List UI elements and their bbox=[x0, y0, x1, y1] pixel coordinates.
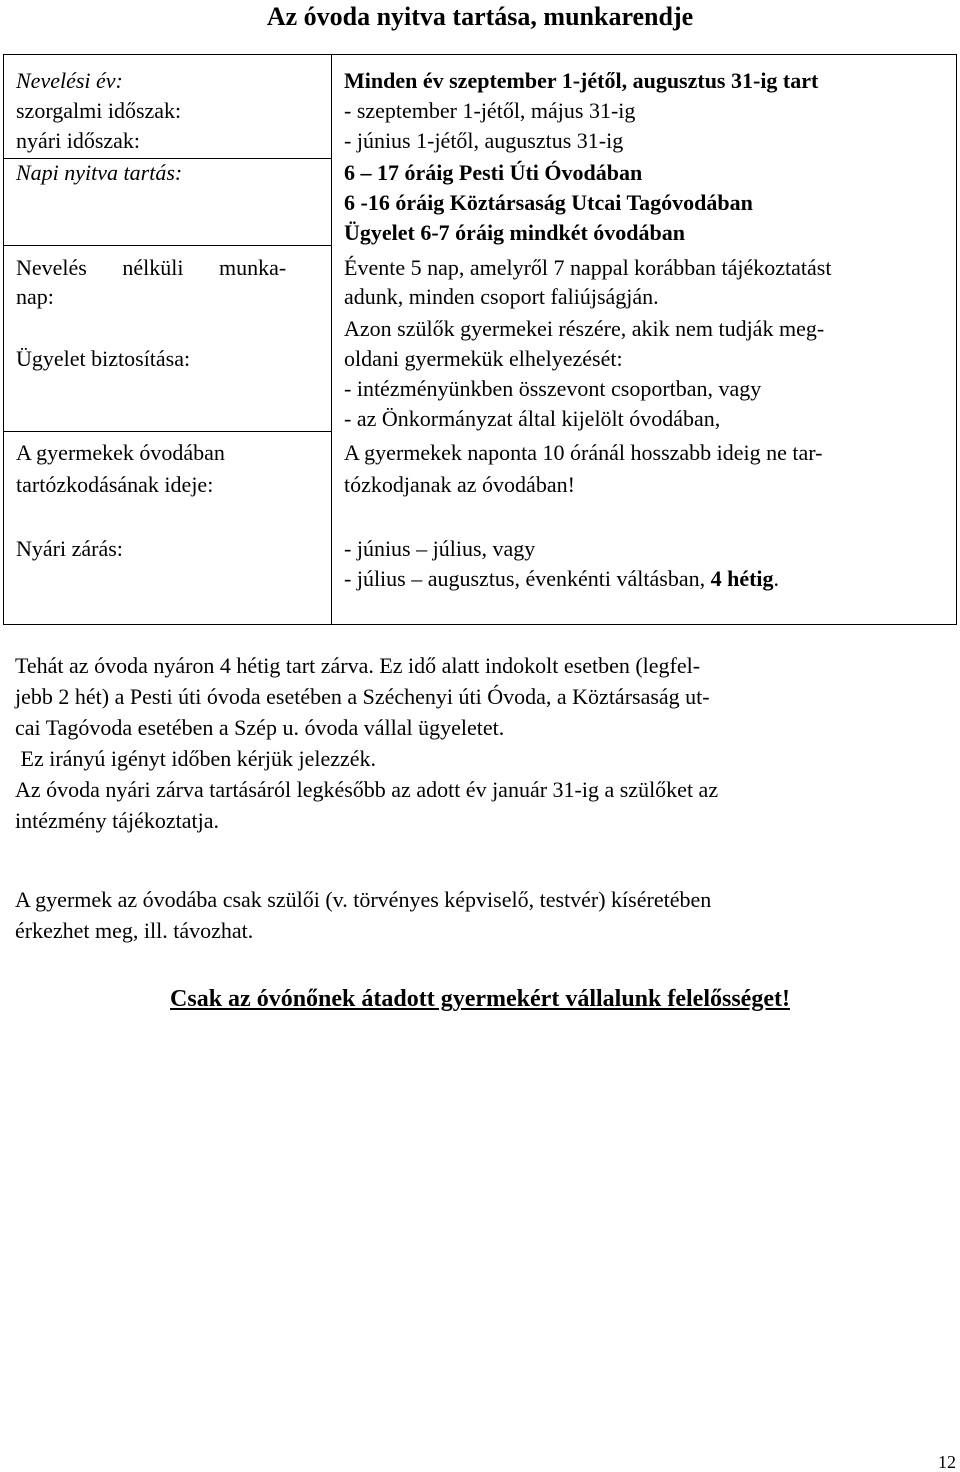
page-title: Az óvoda nyitva tartása, munkarendje bbox=[266, 2, 694, 31]
label-tartozkodas-ideje: tartózkodásának ideje: bbox=[16, 472, 214, 497]
nyari-zaras-text: - július – augusztus, évenkénti váltásban, bbox=[344, 566, 711, 591]
label-nyari-zaras: Nyári zárás: bbox=[16, 536, 123, 561]
paragraph-line: Ez irányú igényt időben kérjük jelezzék. bbox=[15, 746, 377, 771]
label-szorgalmi-idoszak: szorgalmi időszak: bbox=[16, 98, 182, 123]
label-nevelesi-ev: Nevelési év: bbox=[16, 68, 123, 93]
paragraph-line: érkezhet meg, ill. távozhat. bbox=[15, 918, 254, 943]
value-nyitva-pesti-uti: 6 – 17 óráig Pesti Úti Óvodában bbox=[344, 160, 643, 185]
label-nyari-idoszak: nyári időszak: bbox=[16, 128, 141, 153]
value-neveles-nelkuli-munkanap: Évente 5 nap, amelyről 7 nappal korábban tájékoztatást bbox=[344, 255, 832, 280]
value-nyari-zaras-1: - június – július, vagy bbox=[344, 536, 536, 561]
label-ugyelet-biztositasa: Ügyelet biztosítása: bbox=[16, 346, 191, 371]
responsibility-notice: Csak az óvónőnek átadott gyermekért vállalunk felelősséget! bbox=[170, 986, 790, 1012]
paragraph-line: Az óvoda nyári zárva tartásáról legkésőbb az adott év január 31-ig a szülőket az bbox=[15, 777, 719, 802]
summer-closing-paragraph bbox=[15, 650, 945, 836]
paragraph-line: jebb 2 hét) a Pesti úti óvoda esetében a Széchenyi úti Óvoda, a Köztársaság ut- bbox=[15, 684, 710, 709]
value-ugyelet-4: - az Önkormányzat által kijelölt óvodában, bbox=[344, 406, 721, 431]
row-divider bbox=[4, 431, 331, 432]
value-neveles-nelkuli-munkanap-cont: adunk, minden csoport faliújságján. bbox=[344, 284, 659, 309]
table-label-column bbox=[4, 55, 332, 624]
escort-paragraph bbox=[15, 884, 945, 946]
value-nyari-idoszak: - június 1-jétől, augusztus 31-ig bbox=[344, 128, 624, 153]
label-napi-nyitva-tartas: Napi nyitva tartás: bbox=[16, 160, 183, 185]
value-ugyelet-1: Azon szülők gyermekei részére, akik nem tudják meg- bbox=[344, 316, 825, 341]
row-divider bbox=[4, 245, 331, 246]
nyari-zaras-period: . bbox=[773, 566, 780, 591]
nyari-zaras-weeks: 4 hétig bbox=[710, 566, 774, 591]
value-ugyelet-3: - intézményünkben összevont csoportban, vagy bbox=[344, 376, 762, 401]
paragraph-line: cai Tagóvoda esetében a Szép u. óvoda vállal ügyeletet. bbox=[15, 715, 505, 740]
label-neveles-nelkuli-munkanap-cont: nap: bbox=[16, 284, 54, 309]
schedule-table bbox=[3, 54, 957, 625]
value-szorgalmi-idoszak: - szeptember 1-jétől, május 31-ig bbox=[344, 98, 636, 123]
page-number: 12 bbox=[938, 1452, 956, 1472]
value-nyitva-koztarsasag: 6 -16 óráig Köztársaság Utcai Tagóvodában bbox=[344, 190, 753, 215]
paragraph-line: intézmény tájékoztatja. bbox=[15, 808, 220, 833]
value-tartozkodas-2: tózkodjanak az óvodában! bbox=[344, 472, 575, 497]
value-tartozkodas-1: A gyermekek naponta 10 óránál hosszabb ideig ne tar- bbox=[344, 440, 823, 465]
paragraph-line: A gyermek az óvodába csak szülői (v. törvényes képviselő, testvér) kíséretében bbox=[15, 887, 712, 912]
table-value-column bbox=[332, 55, 956, 624]
label-neveles-nelkuli-munkanap: Nevelés nélküli munka- bbox=[16, 255, 287, 280]
value-ugyelet-ido: Ügyelet 6-7 óráig mindkét óvodában bbox=[344, 220, 685, 245]
paragraph-line: Tehát az óvoda nyáron 4 hétig tart zárva. Ez idő alatt indokolt esetben (legfel- bbox=[15, 653, 701, 678]
value-nyari-zaras-2 bbox=[344, 565, 779, 593]
label-gyermekek-ovodaban: A gyermekek óvodában bbox=[16, 440, 225, 465]
value-ugyelet-2: oldani gyermekük elhelyezését: bbox=[344, 346, 623, 371]
value-nevelesi-ev: Minden év szeptember 1-jétől, augusztus 31-ig tart bbox=[344, 68, 819, 93]
